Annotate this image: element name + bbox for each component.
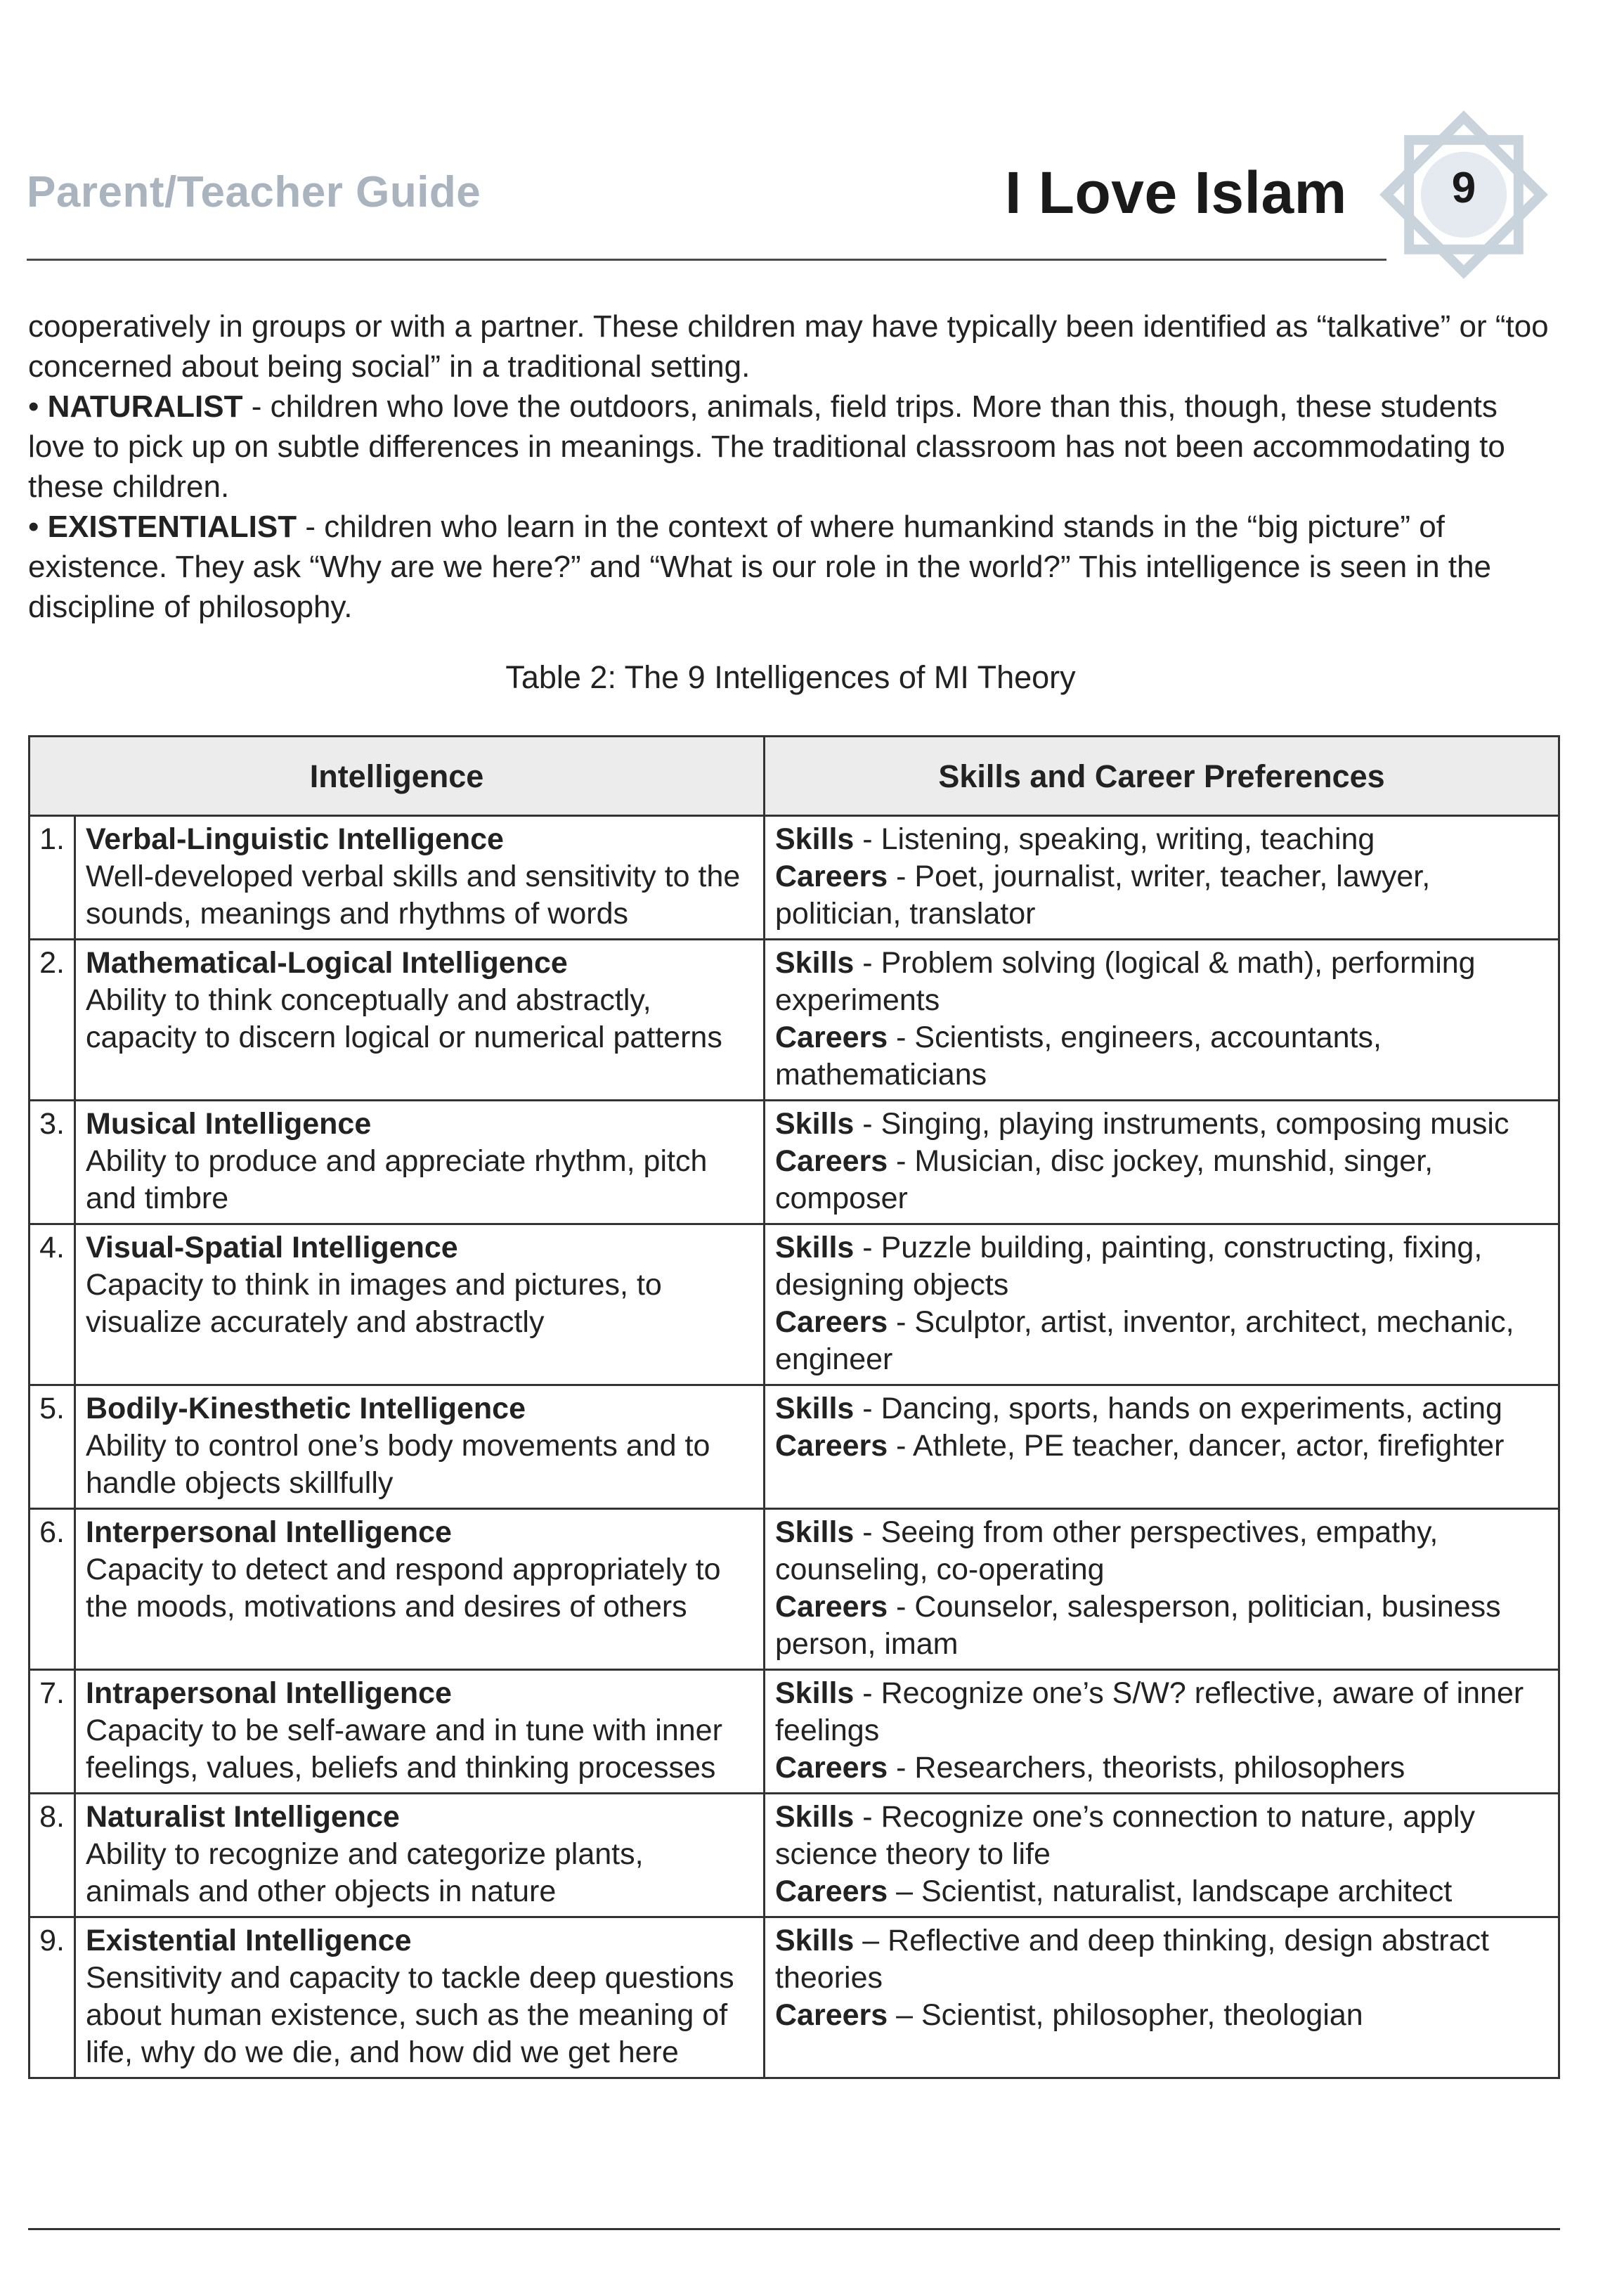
careers-line xyxy=(775,1997,1548,2034)
skills-line xyxy=(775,1514,1548,1588)
careers-separator: – xyxy=(888,1998,921,2032)
bullet-glyph: • xyxy=(28,389,39,424)
page-number: 9 xyxy=(1451,164,1476,212)
careers-text: Researchers, theorists, philosophers xyxy=(914,1751,1405,1785)
careers-label: Careers xyxy=(775,1998,888,2032)
careers-separator: - xyxy=(888,1305,915,1339)
skills-careers-cell xyxy=(765,1509,1559,1670)
skills-separator: - xyxy=(854,1392,881,1425)
guide-label: Parent/Teacher Guide xyxy=(27,168,481,216)
careers-label: Careers xyxy=(775,1305,888,1339)
table-row xyxy=(30,1509,1559,1670)
intro-paragraph: cooperatively in groups or with a partner. These children may have typically been identified as “talkative” or “too concerned about being social” in a traditional setting. xyxy=(28,309,1549,384)
intelligence-description: Ability to recognize and categorize plants, animals and other objects in nature xyxy=(86,1837,644,1908)
skills-line xyxy=(775,1229,1548,1304)
skills-careers-cell xyxy=(765,816,1559,940)
careers-separator: – xyxy=(888,1875,921,1908)
skills-text: Recognize one’s connection to nature, apply science theory to life xyxy=(775,1800,1476,1871)
table-row xyxy=(30,1224,1559,1385)
intelligence-name: Verbal-Linguistic Intelligence xyxy=(86,822,504,856)
table-row xyxy=(30,1101,1559,1224)
skills-separator: - xyxy=(854,946,881,980)
skills-line xyxy=(775,821,1548,858)
skills-line xyxy=(775,1675,1548,1749)
row-number: 7. xyxy=(30,1670,75,1794)
intelligence-name: Musical Intelligence xyxy=(86,1107,372,1141)
intelligence-name: Interpersonal Intelligence xyxy=(86,1515,452,1549)
page-header xyxy=(0,0,1624,281)
intelligence-cell xyxy=(75,1917,765,2078)
careers-separator: - xyxy=(888,1751,915,1785)
naturalist-bullet xyxy=(28,387,1557,507)
intelligence-name: Bodily-Kinesthetic Intelligence xyxy=(86,1392,526,1425)
row-number: 5. xyxy=(30,1385,75,1509)
row-number: 3. xyxy=(30,1101,75,1224)
careers-line xyxy=(775,1588,1548,1663)
skills-careers-cell xyxy=(765,940,1559,1101)
skills-text: Listening, speaking, writing, teaching xyxy=(881,822,1375,856)
header-divider xyxy=(27,259,1386,261)
skills-separator: - xyxy=(854,1676,881,1710)
skills-line xyxy=(775,945,1548,1019)
intelligence-name: Intrapersonal Intelligence xyxy=(86,1676,452,1710)
intro-text xyxy=(28,306,1557,627)
careers-text: Counselor, salesperson, politician, business person, imam xyxy=(775,1590,1501,1661)
intelligence-cell xyxy=(75,1385,765,1509)
careers-separator: - xyxy=(888,1144,915,1178)
intelligence-name: Existential Intelligence xyxy=(86,1924,412,1957)
careers-line xyxy=(775,1427,1548,1465)
skills-text: Puzzle building, painting, constructing, fixing, designing objects xyxy=(775,1231,1483,1302)
intelligence-description: Capacity to think in images and pictures, to visualize accurately and abstractly xyxy=(86,1268,662,1339)
skills-text: Recognize one’s S/W? reflective, aware of inner feelings xyxy=(775,1676,1524,1747)
intelligence-description: Well-developed verbal skills and sensitivity to the sounds, meanings and rhythms of words xyxy=(86,860,741,931)
row-number: 2. xyxy=(30,940,75,1101)
intelligence-description: Ability to think conceptually and abstractly, capacity to discern logical or numerical patterns xyxy=(86,983,722,1054)
intelligence-cell xyxy=(75,1670,765,1794)
skills-text: Reflective and deep thinking, design abstract theories xyxy=(775,1924,1489,1995)
row-number: 9. xyxy=(30,1917,75,2078)
skills-careers-column-header: Skills and Career Preferences xyxy=(765,737,1559,816)
book-title: I Love Islam xyxy=(1005,160,1347,226)
careers-label: Careers xyxy=(775,1021,888,1054)
careers-line xyxy=(775,1749,1548,1787)
intelligence-cell xyxy=(75,1101,765,1224)
skills-label: Skills xyxy=(775,1515,855,1549)
skills-careers-cell xyxy=(765,1101,1559,1224)
skills-label: Skills xyxy=(775,1231,855,1264)
intelligence-name: Mathematical-Logical Intelligence xyxy=(86,946,568,980)
row-number: 6. xyxy=(30,1509,75,1670)
intelligence-name: Naturalist Intelligence xyxy=(86,1800,400,1834)
skills-careers-cell xyxy=(765,1670,1559,1794)
footer-divider xyxy=(28,2228,1560,2230)
skills-label: Skills xyxy=(775,1392,855,1425)
skills-text: Dancing, sports, hands on experiments, acting xyxy=(881,1392,1502,1425)
skills-line xyxy=(775,1390,1548,1427)
table-row xyxy=(30,1385,1559,1509)
bullet-glyph: • xyxy=(28,510,39,544)
intelligence-column-header: Intelligence xyxy=(30,737,765,816)
table-body xyxy=(30,816,1559,2078)
intelligence-description: Capacity to be self-aware and in tune with inner feelings, values, beliefs and thinking processes xyxy=(86,1714,722,1785)
careers-text: Musician, disc jockey, munshid, singer, composer xyxy=(775,1144,1434,1215)
skills-label: Skills xyxy=(775,946,855,980)
table-row xyxy=(30,1670,1559,1794)
table-row xyxy=(30,1794,1559,1917)
careers-label: Careers xyxy=(775,1875,888,1908)
skills-separator: - xyxy=(854,1231,881,1264)
careers-label: Careers xyxy=(775,1590,888,1624)
skills-separator: - xyxy=(854,1515,881,1549)
careers-text: Sculptor, artist, inventor, architect, mechanic, engineer xyxy=(775,1305,1514,1376)
skills-text: Singing, playing instruments, composing music xyxy=(881,1107,1509,1141)
intelligences-table xyxy=(28,735,1560,2079)
careers-label: Careers xyxy=(775,1751,888,1785)
careers-separator: - xyxy=(888,1590,915,1624)
existentialist-term: EXISTENTIALIST xyxy=(47,510,297,544)
naturalist-text: - children who love the outdoors, animals, field trips. More than this, though, these students love to pick up on subtle differences in meanings. The traditional classroom has not been accommodating to these children. xyxy=(28,389,1505,504)
existentialist-text: - children who learn in the context of where humankind stands in the “big picture” of existence. They ask “Why are we here?” and “What is our role in the world?” This intelligence is seen in the discipline of philosophy. xyxy=(28,510,1492,624)
row-number: 8. xyxy=(30,1794,75,1917)
skills-line xyxy=(775,1106,1548,1143)
skills-careers-cell xyxy=(765,1794,1559,1917)
skills-label: Skills xyxy=(775,1107,855,1141)
intelligence-cell xyxy=(75,1794,765,1917)
intelligence-description: Capacity to detect and respond appropriately to the moods, motivations and desires of others xyxy=(86,1553,721,1624)
careers-separator: - xyxy=(888,860,915,893)
skills-separator: - xyxy=(854,1107,881,1141)
skills-label: Skills xyxy=(775,1676,855,1710)
careers-line xyxy=(775,1019,1548,1094)
skills-line xyxy=(775,1922,1548,1997)
table-row xyxy=(30,940,1559,1101)
table-row xyxy=(30,816,1559,940)
skills-text: Problem solving (logical & math), performing experiments xyxy=(775,946,1476,1017)
table-row xyxy=(30,1917,1559,2078)
skills-label: Skills xyxy=(775,822,855,856)
skills-careers-cell xyxy=(765,1917,1559,2078)
table-caption: Table 2: The 9 Intelligences of MI Theory xyxy=(505,659,1076,695)
skills-separator: – xyxy=(854,1924,888,1957)
careers-text: Poet, journalist, writer, teacher, lawyer, politician, translator xyxy=(775,860,1431,931)
skills-separator: - xyxy=(854,822,881,856)
careers-text: Scientists, engineers, accountants, mathematicians xyxy=(775,1021,1382,1092)
naturalist-term: NATURALIST xyxy=(47,389,243,424)
careers-line xyxy=(775,1873,1548,1910)
intelligence-cell xyxy=(75,940,765,1101)
skills-label: Skills xyxy=(775,1800,855,1834)
careers-text: Athlete, PE teacher, dancer, actor, firefighter xyxy=(913,1429,1505,1463)
skills-careers-cell xyxy=(765,1224,1559,1385)
careers-line xyxy=(775,1143,1548,1217)
careers-text: Scientist, philosopher, theologian xyxy=(921,1998,1363,2032)
careers-label: Careers xyxy=(775,1429,888,1463)
careers-line xyxy=(775,1304,1548,1378)
careers-separator: - xyxy=(888,1429,914,1463)
intelligence-description: Ability to produce and appreciate rhythm, pitch and timbre xyxy=(86,1144,708,1215)
careers-label: Careers xyxy=(775,860,888,893)
careers-text: Scientist, naturalist, landscape architect xyxy=(921,1875,1453,1908)
skills-line xyxy=(775,1799,1548,1873)
intelligence-cell xyxy=(75,816,765,940)
row-number: 4. xyxy=(30,1224,75,1385)
careers-label: Careers xyxy=(775,1144,888,1178)
intelligence-description: Sensitivity and capacity to tackle deep questions about human existence, such as the meaning of life, why do we die, and how did we get here xyxy=(86,1961,734,2069)
existentialist-bullet xyxy=(28,507,1557,627)
intelligence-cell xyxy=(75,1224,765,1385)
row-number: 1. xyxy=(30,816,75,940)
careers-separator: - xyxy=(888,1021,915,1054)
skills-separator: - xyxy=(854,1800,881,1834)
skills-text: Seeing from other perspectives, empathy, counseling, co-operating xyxy=(775,1515,1438,1586)
skills-careers-cell xyxy=(765,1385,1559,1509)
careers-line xyxy=(775,858,1548,933)
intelligence-description: Ability to control one’s body movements and to handle objects skillfully xyxy=(86,1429,710,1500)
table-header-row xyxy=(30,737,1559,816)
intelligence-cell xyxy=(75,1509,765,1670)
intelligence-name: Visual-Spatial Intelligence xyxy=(86,1231,458,1264)
skills-label: Skills xyxy=(775,1924,855,1957)
